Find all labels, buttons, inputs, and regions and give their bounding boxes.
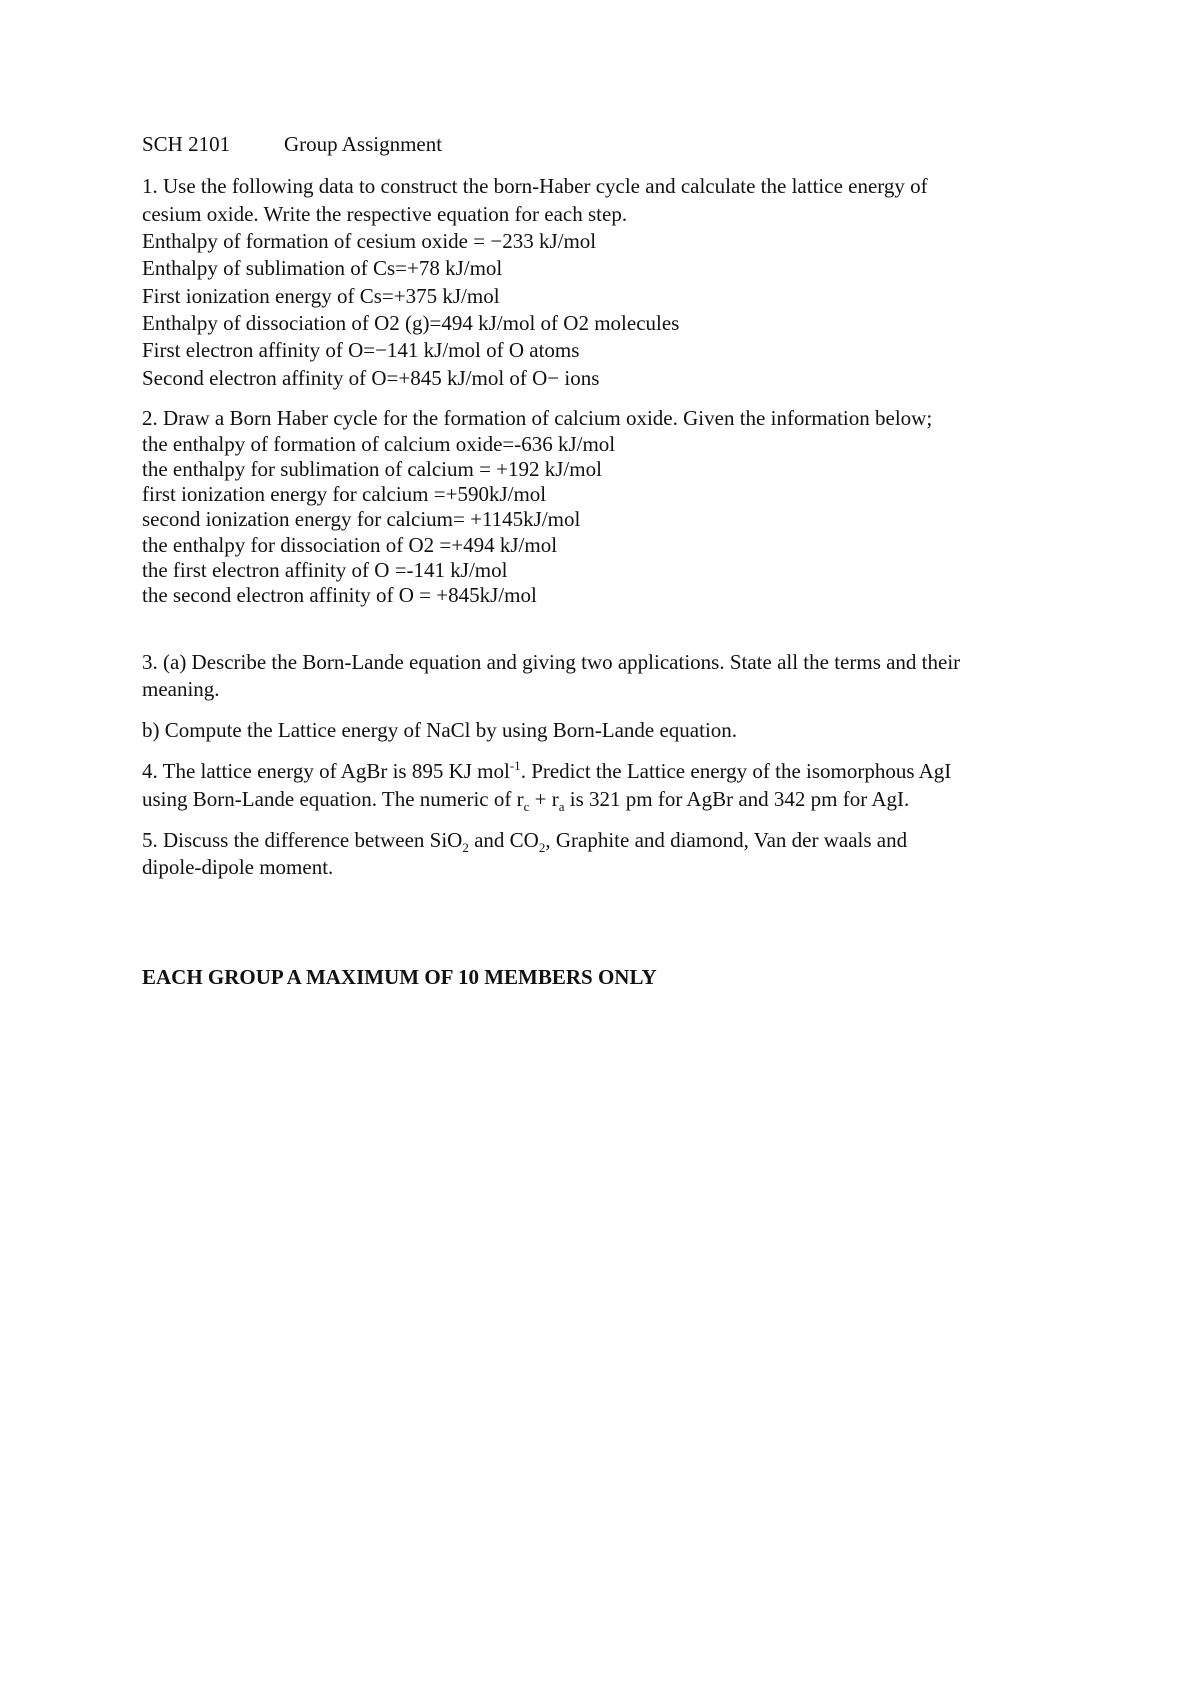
document-title: Group Assignment [284,132,443,156]
q2-data-item: first ionization energy for calcium =+590kJ/mol [142,482,547,506]
q5-text: 5. Discuss the difference between SiO [142,828,463,852]
q1-data-item: First electron affinity of O=−141 kJ/mol of O atoms [142,338,580,362]
q1-data-item: Enthalpy of dissociation of O2 (g)=494 kJ/mol of O2 molecules [142,311,680,335]
q2-data-item: the enthalpy of formation of calcium oxide=-636 kJ/mol [142,432,616,456]
q1-data-item: Second electron affinity of O=+845 kJ/mol of O− ions [142,366,600,390]
q5-line-2: dipole-dipole moment. [142,855,334,879]
q3b-line: b) Compute the Lattice energy of NaCl by using Born-Lande equation. [142,718,738,742]
q4-subscript-a: a [558,799,565,815]
q2-line-1: 2. Draw a Born Haber cycle for the formation of calcium oxide. Given the information below; [142,406,933,430]
q4-line-2 [142,785,909,813]
q2-data-item: the first electron affinity of O =-141 kJ/mol [142,558,508,582]
q3a-line-1: 3. (a) Describe the Born-Lande equation and giving two applications. State all the terms and their [142,650,961,674]
q4-subscript-c: c [523,799,530,815]
q4-line-1 [142,757,951,785]
q4-text: + r [529,787,559,811]
q4-superscript: -1 [509,758,521,773]
q2-data-item: second ionization energy for calcium= +1145kJ/mol [142,507,581,531]
q4-text: 4. The lattice energy of AgBr is 895 KJ mol [142,759,510,783]
q1-line-2: cesium oxide. Write the respective equation for each step. [142,202,628,226]
q2-data-item: the enthalpy for sublimation of calcium = +192 kJ/mol [142,457,602,481]
q5-subscript: 2 [462,840,469,856]
q5-line-1 [142,826,907,854]
q2-data-item: the enthalpy for dissociation of O2 =+494 kJ/mol [142,533,558,557]
q1-data-item: First ionization energy of Cs=+375 kJ/mol [142,284,500,308]
q1-data-item: Enthalpy of formation of cesium oxide = −233 kJ/mol [142,229,597,253]
q5-text: and CO [468,828,539,852]
q4-text: using Born-Lande equation. The numeric of r [142,787,524,811]
q2-data-item: the second electron affinity of O = +845kJ/mol [142,583,537,607]
q1-data-item: Enthalpy of sublimation of Cs=+78 kJ/mol [142,256,503,280]
q1-line-1: 1. Use the following data to construct the born-Haber cycle and calculate the lattice energy of [142,174,928,198]
q5-subscript: 2 [538,840,546,856]
q5-text: , Graphite and diamond, Van der waals and [545,828,908,852]
group-size-note: EACH GROUP A MAXIMUM OF 10 MEMBERS ONLY [142,965,657,989]
q4-text: is 321 pm for AgBr and 342 pm for AgI. [564,787,910,811]
course-code: SCH 2101 [142,132,231,156]
q3a-line-2: meaning. [142,677,220,701]
q4-text: . Predict the Lattice energy of the isomorphous AgI [520,759,952,783]
